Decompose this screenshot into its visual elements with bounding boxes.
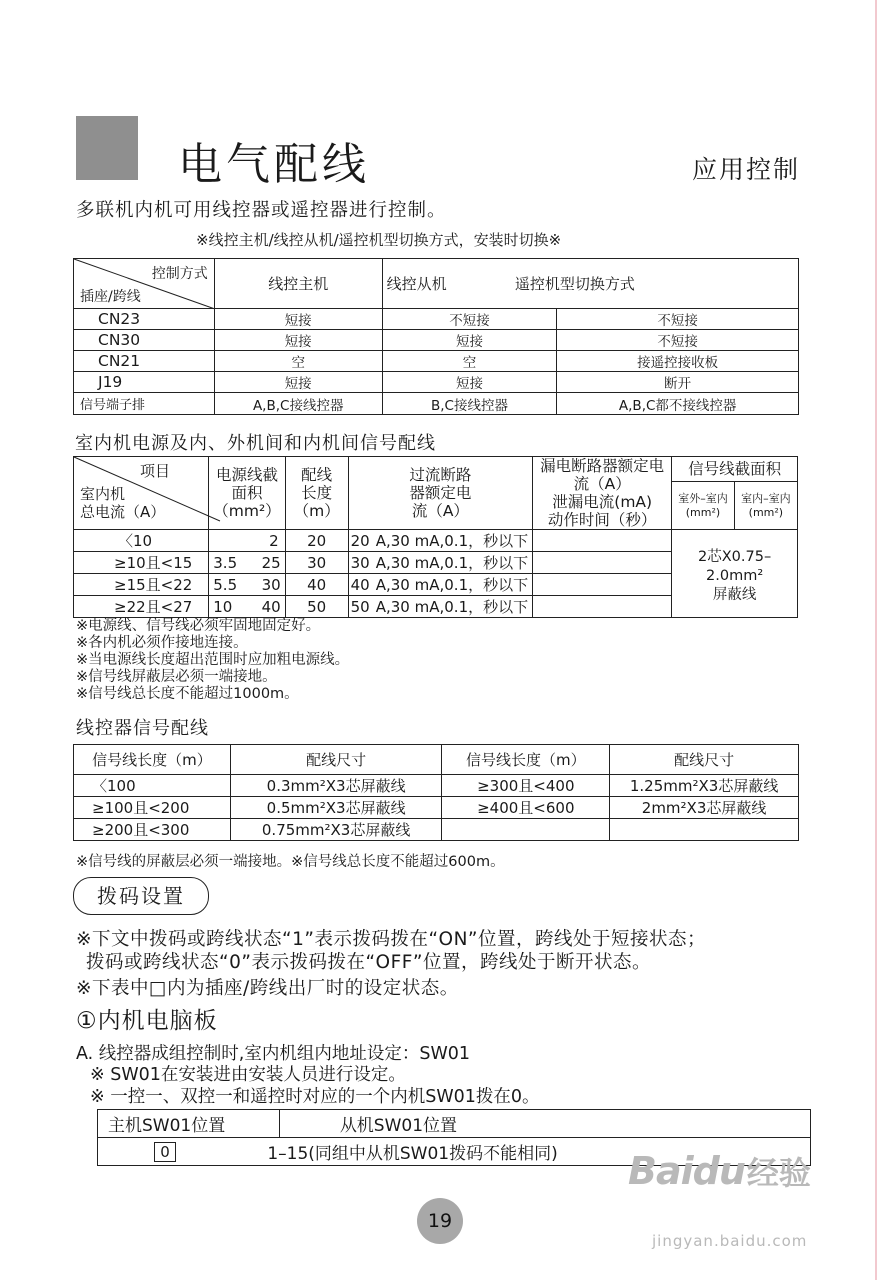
section-title-indoor-board: ①内机电脑板 <box>76 1008 218 1034</box>
table-cell: ≥100且<200 <box>74 797 231 819</box>
sw01-single-note: ※ 一控一、双控一和遥控时对应的一个内机SW01拨在0。 <box>90 1087 540 1107</box>
page-number: 19 <box>417 1198 463 1244</box>
diagonal-header-cell <box>74 259 215 309</box>
factory-default-note: ※下表中□内为插座/跨线出厂时的设定状态。 <box>76 978 459 999</box>
header-signal-length: 信号线长度（m） <box>442 745 610 775</box>
table-cell: ≥400且<600 <box>442 797 610 819</box>
row-label: CN21 <box>74 351 215 372</box>
table-cell: 不短接 <box>557 309 799 330</box>
table-cell: ≥200且<300 <box>74 819 231 841</box>
table-cell: 0.75mm²X3芯屏蔽线 <box>230 819 442 841</box>
controller-wiring-table <box>73 744 799 841</box>
leak-cell <box>533 552 672 574</box>
area-cell: 5.5 30 <box>209 574 285 596</box>
corner-bottom-label: 插座/跨线 <box>80 289 141 305</box>
header-wire-size: 配线尺寸 <box>610 745 799 775</box>
note-line: ※当电源线长度超出范围时应加粗电源线。 <box>76 652 350 668</box>
power-wiring-notes <box>76 618 349 703</box>
table-cell: B,C接线控器 <box>382 393 557 415</box>
corner-bottom-label: 室内机 总电流（A） <box>80 485 166 521</box>
table-cell: 〈100 <box>74 775 231 797</box>
row-label: CN23 <box>74 309 215 330</box>
table-header-row <box>98 1110 811 1138</box>
current-cell: 〈10 <box>74 530 209 552</box>
header-signal-length: 信号线长度（m） <box>74 745 231 775</box>
dip-explanation-line-2: 拨码或跨线状态“0”表示拨码拨在“OFF”位置，跨线处于断开状态。 <box>86 952 651 973</box>
header-slave-sw01: 从机SW01位置 <box>279 1110 810 1138</box>
switch-mode-note: ※线控主机/线控从机/遥控机型切换方式，安装时切换※ <box>196 231 562 249</box>
table-row <box>74 819 799 841</box>
length-cell: 50 <box>285 596 348 618</box>
area-cell: 2 <box>209 530 285 552</box>
table-cell: 短接 <box>382 372 557 393</box>
row-label: 信号端子排 <box>74 393 215 415</box>
table-row <box>74 530 798 552</box>
header-wired-master: 线控主机 <box>214 259 382 309</box>
leak-cell <box>533 596 672 618</box>
table-header-row <box>74 259 799 309</box>
header-breaker-current: 过流断路 器额定电 流（A） <box>348 457 532 530</box>
table-cell: A,B,C都不接线控器 <box>557 393 799 415</box>
header-wire-length: 配线 长度 （m） <box>285 457 348 530</box>
diagonal-header-cell <box>74 457 209 530</box>
note-line: ※电源线、信号线必须牢固地固定好。 <box>76 618 321 634</box>
table-row <box>74 309 799 330</box>
table-row <box>74 330 799 351</box>
corner-top-label: 项目 <box>140 462 171 480</box>
page-subtitle: 应用控制 <box>692 155 801 184</box>
current-cell: ≥22且<27 <box>74 596 209 618</box>
leak-cell <box>533 530 672 552</box>
section-title-controller-wiring: 线控器信号配线 <box>76 718 209 739</box>
header-leakage-breaker: 漏电断路器额定电流（A） 泄漏电流(mA) 动作时间（秒） <box>533 457 672 530</box>
length-cell: 30 <box>285 552 348 574</box>
note-line: ※信号线屏蔽层必须一端接地。 <box>76 669 277 685</box>
header-signal-indoor-indoor: 室内–室内 (mm²) <box>734 482 797 530</box>
control-mode-table <box>73 258 799 415</box>
signal-spec-cell: 2芯X0.75–2.0mm² 屏蔽线 <box>672 530 798 618</box>
table-cell: 断开 <box>557 372 799 393</box>
table-cell: 短接 <box>214 309 382 330</box>
table-header-row <box>74 745 799 775</box>
slave-sw01-value: 1–15(同组中从机SW01拨码不能相同) <box>279 1138 810 1166</box>
table-cell: 2mm²X3芯屏蔽线 <box>610 797 799 819</box>
header-wired-slave: 线控从机 <box>382 259 557 309</box>
table-row <box>74 393 799 415</box>
row-label: J19 <box>74 372 215 393</box>
leak-cell <box>533 574 672 596</box>
length-cell: 20 <box>285 530 348 552</box>
table-cell: A,B,C接线控器 <box>214 393 382 415</box>
table-cell: 短接 <box>382 330 557 351</box>
table-cell: 短接 <box>214 330 382 351</box>
table-cell: 1.25mm²X3芯屏蔽线 <box>610 775 799 797</box>
page-edge-rule <box>875 0 877 1280</box>
section-title-power-wiring: 室内机电源及内、外机间和内机间信号配线 <box>75 433 436 454</box>
dip-settings-label: 拨码设置 <box>73 877 209 915</box>
header-wire-size: 配线尺寸 <box>230 745 442 775</box>
header-signal-outdoor-indoor: 室外–室内 (mm²) <box>672 482 735 530</box>
group-address-setting: A. 线控器成组控制时,室内机组内地址设定：SW01 <box>76 1044 471 1064</box>
table-row <box>74 351 799 372</box>
header-signal-area: 信号线截面积 <box>672 457 798 482</box>
watermark-url: jingyan.baidu.com <box>652 1232 808 1250</box>
current-cell: ≥10且<15 <box>74 552 209 574</box>
breaker-cell: 30 A,30 mA,0.1，秒以下 <box>348 552 532 574</box>
length-cell: 40 <box>285 574 348 596</box>
table-row <box>74 775 799 797</box>
table-cell: 0.3mm²X3芯屏蔽线 <box>230 775 442 797</box>
table-cell: 不短接 <box>557 330 799 351</box>
table-cell: 接遥控接收板 <box>557 351 799 372</box>
page-title: 电气配线 <box>178 139 370 190</box>
table-cell: 不短接 <box>382 309 557 330</box>
table-row <box>74 797 799 819</box>
baidu-watermark <box>628 1148 811 1194</box>
note-line: ※信号线总长度不能超过1000m。 <box>76 686 299 702</box>
breaker-cell: 50 A,30 mA,0.1，秒以下 <box>348 596 532 618</box>
controller-wiring-note: ※信号线的屏蔽层必须一端接地。※信号线总长度不能超过600m。 <box>76 854 505 870</box>
table-cell <box>610 819 799 841</box>
row-label: CN30 <box>74 330 215 351</box>
intro-text: 多联机内机可用线控器或遥控器进行控制。 <box>76 200 447 221</box>
table-row <box>74 372 799 393</box>
header-remote-mode: 遥控机型切换方式 <box>557 259 799 309</box>
default-box: 0 <box>154 1142 176 1162</box>
power-wiring-table <box>73 456 798 618</box>
table-cell: 短接 <box>214 372 382 393</box>
header-power-area: 电源线截 面积 （mm²） <box>209 457 285 530</box>
corner-top-label: 控制方式 <box>151 266 208 282</box>
area-cell: 3.5 25 <box>209 552 285 574</box>
breaker-cell: 40 A,30 mA,0.1，秒以下 <box>348 574 532 596</box>
table-cell <box>442 819 610 841</box>
sw01-install-note: ※ SW01在安装进由安装人员进行设定。 <box>90 1065 406 1085</box>
table-cell: 空 <box>214 351 382 372</box>
master-sw01-value <box>98 1138 280 1166</box>
section-marker-block <box>76 116 138 180</box>
dip-explanation-line-1: ※下文中拨码或跨线状态“1”表示拨码拨在“ON”位置，跨线处于短接状态； <box>76 929 707 950</box>
header-master-sw01: 主机SW01位置 <box>98 1110 280 1138</box>
watermark-brand: Baidu <box>628 1149 745 1193</box>
table-header-row <box>74 457 798 482</box>
note-line: ※各内机必须作接地连接。 <box>76 635 248 651</box>
area-cell: 10 40 <box>209 596 285 618</box>
watermark-cn: 经验 <box>746 1154 811 1192</box>
table-cell: ≥300且<400 <box>442 775 610 797</box>
table-cell: 0.5mm²X3芯屏蔽线 <box>230 797 442 819</box>
breaker-cell: 20 A,30 mA,0.1，秒以下 <box>348 530 532 552</box>
current-cell: ≥15且<22 <box>74 574 209 596</box>
table-cell: 空 <box>382 351 557 372</box>
